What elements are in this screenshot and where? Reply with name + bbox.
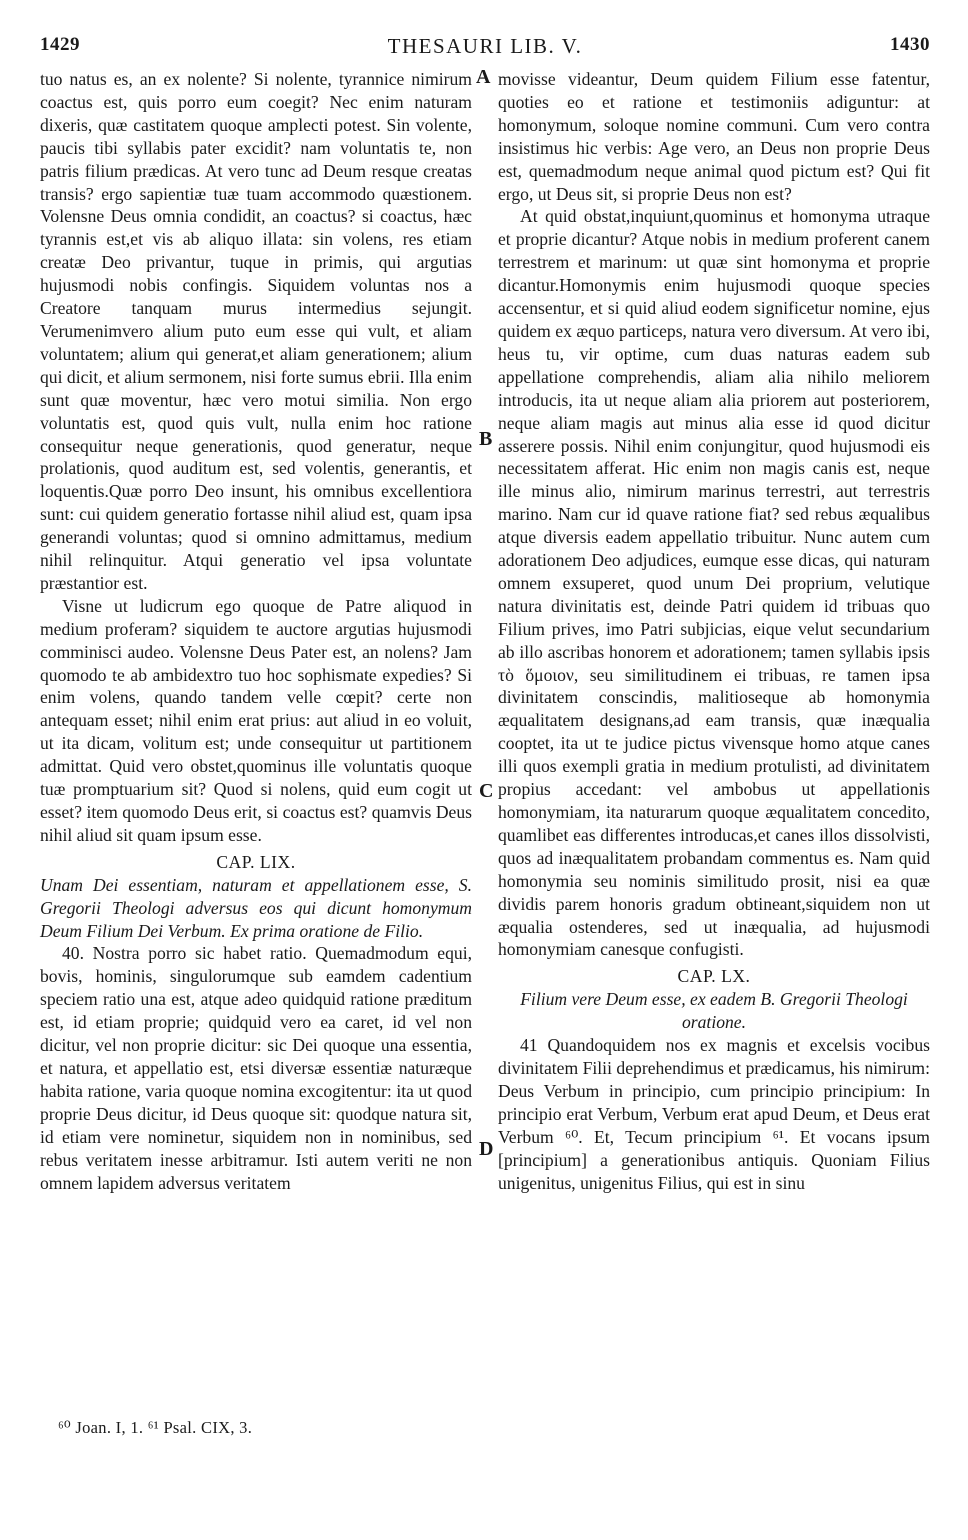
margin-marker-b: B	[479, 428, 493, 450]
chapter-heading-lx: CAP. LX.	[677, 966, 751, 987]
margin-marker-d: D	[479, 1138, 494, 1160]
chapter-heading-lix: CAP. LIX.	[216, 851, 296, 872]
left-paragraph-1: tuo natus es, an ex nolente? Si nolente, tyrannice nimirum coactus est, quis porro eum coegit? Nec enim naturam dixeris, quæ castitatem quoque amplecti potest. Sin volente, paucis tibi syllabis pater excidit? nam voluntatis te, non patris filium prædicas. At vero tunc ad Deum resque creatas transis? ergo sapientiæ tuæ tuam accommodo quæstionem. Volensne Deus omnia condidit, an coactus? si coactus, hæc tyrannis est,et vis ab aliquo illata: sin volens, res etiam creatæ Deo privantur, tuque in primis, qui argutias hujusmodi nobis confingis. Siquidem voluntas nos a Creatore tanquam murus intermedius sejungit. Verumenimvero alium puto eum esse qui vult, et aliam voluntatem; alium qui generat,et aliam generationem; alium qui dicit, et alium sermonem, nisi forte sumus ebrii. Illa enim sunt quæ moventur, hæc vero motui similia. Non ergo voluntatis est, quod quis vult, nulla enim hoc ratione consequitur neque generationis, quod generatur, neque prolationis, quod auditum est, sed volentis, generantis, et loquentis.Quæ porro Deo insunt, his omnibus excellentiora sunt: cui quidem generatio fortasse nihil aliud est, quam ipsa generandi voluntas; quod si omnino admittamus, medium nihil relinquitur. Atqui generatio vel ipsa voluntate præstantior est.	[40, 69, 472, 593]
page-number-right: 1430	[890, 34, 930, 55]
right-paragraph-1: movisse videantur, Deum quidem Filium esse fatentur, quoties eo et ratione et testimoniis adiguntur: at homonymum, soloque nomine communi. Cum vero contra insistimus hic verbis: Age vero, an Deus non proprie Deus est, quemadmodum neque animal quod pictum est? Qui fit ergo, ut Deus sit, si proprie Deus non est?	[498, 69, 930, 204]
chapter-summary-lix: Unam Dei essentiam, naturam et appellationem esse, S. Gregorii Theologi adversus eos qui dicunt homonymum Deum Filium Dei Verbum. Ex prima oratione de Filio.	[40, 874, 472, 941]
left-paragraph-2: Visne ut ludicrum ego quoque de Patre aliquod in medium proferam? siquidem te auctore argutias hujusmodi comminisci audeo. Volensne Deus Pater est, an nolens? Jam quomodo te ab ambidextro tuo hoc sophismate expedies? Si enim volens, quando tandem velle cœpit? certe non antequam esset; nihil enim erat prius: aut aliud in eo voluit, ut ita dicam, volitum est; unde consequitur ut partitionem admittat. Quid vero obstet,quominus ille voluntatis quoque tuæ promptuarium sit? Quod si nolens, quid eum cogit ut esset? item quomodo Deus erit, si coactus est? quamvis Deus nihil aliud sit quam ipsum esse.	[40, 595, 472, 845]
running-title: THESAURI LIB. V.	[387, 34, 583, 58]
right-column	[498, 68, 930, 1194]
page-number-left: 1429	[40, 34, 80, 55]
margin-marker-c: C	[479, 780, 494, 802]
page-header	[40, 34, 930, 60]
margin-marker-a: A	[476, 66, 491, 88]
chapter-summary-lx: Filium vere Deum esse, ex eadem B. Gregorii Theologi oratione.	[520, 989, 908, 1033]
right-paragraph-2: At quid obstat,inquiunt,quominus et homonyma utraque et proprie dicantur? Atque nobis in medium proferent canem terrestrem et marinum: ut quæ sint homonyma et proprie dicantur.Homonymis enim hujusmodi quoque species accensentur, et si quid aliud eodem significetur nomine, ejus quidem ex æquo particeps, natura vero diversum. At vero ibi, heus tu, vir optime, cum duas naturas eadem sub appellatione comprehendis, aliam alia nihilo meliorem introducis, ita ut neque aliam alia priorem aut posteriorem, neque aliam magis aut minus alia esse id quod dicitur asserere possis. Nihil enim conjungitur, quod hujusmodi eis necessitatem afferat. Hic enim non magis canis est, neque ille minus alio, nimirum marinus terrestri, aut terrestris marino. Nam cur id quave ratione fiat? sed rebus æqualibus atque diversis eadem appellatio tribuitur. Nunc autem cum adorationem Deo adjudices, eumque esse dicas, qui naturam omnem exsuperet, quod unum Dei proprium, velutique natura divinitatis est, deinde Patri quidem id tribuas quo Filium prives, imo Patri subjicias, eique velut secundarium ab illo ascribas honorem et adorationem; tamen syllabis ipsis τὸ ὅμοιον, seu similitudinem ei tribuas, re tamen ipsa divinitatem conscindis, malitioseque ab homonymia æqualitatem designans,ad eam transis, quæ inæqualia cooptet, ita ut te judice pictus vivensque homo atque canes illi quos exempli gratia in medium protulisti, ad divinitatem propius accedant: vel ambobus ut appellationis homonymiam, ita naturarum quoque æqualitatem concedito, quamlibet eas differentes introducas,et canes illos dissolvisti, quos ad inæqualitatem probandam commentus es. Nam quid homonymia seu nominis similitudo prosit, nisi ea quæ dividis parem honoris gradum obtineant,siquidem non ut æqualia ostenderes, sed ut inæqualia, ad hujusmodi homonymiam canesque confugisti.	[498, 206, 930, 960]
left-column	[40, 68, 472, 1194]
footnote: ⁶⁰ Joan. I, 1. ⁶¹ Psal. CIX, 3.	[58, 1418, 253, 1437]
right-paragraph-3: 41 Quandoquidem nos ex magnis et excelsis vocibus divinitatem Filii deprehendimus et prædicamus, his nimirum: Deus Verbum in principio, cum principio principium: In principio erat Verbum, Verbum erat apud Deum, et Deus erat Verbum ⁶⁰. Et, Tecum principium ⁶¹. Et vocans ipsum [principium] a generationibus antiquis. Quoniam Filius unigenitus, unigenitus Filius, qui est in sinu	[498, 1035, 930, 1193]
left-paragraph-3: 40. Nostra porro sic habet ratio. Quemadmodum equi, bovis, hominis, singulorumque sub eamdem cadentium speciem ratio una est, atque adeo quidquid ratione præditum est, id etiam proprie; quidquid vero ea caret, id vel non dicitur, vel non proprie dicitur: sic Dei quoque una essentia, et natura, et appellatio est, etsi diversæ essentiæ naturæque habita ratione, varia quoque nomina excogitentur: ita ut quod proprie Deus dicitur, id Deus quoque sit: quodque natura sit, id etiam vere nominetur, siquidem non in nominibus, sed rebus veritatem inesse arbitramur. Isti autem veriti ne non omnem lapidem adversus veritatem	[40, 943, 472, 1193]
